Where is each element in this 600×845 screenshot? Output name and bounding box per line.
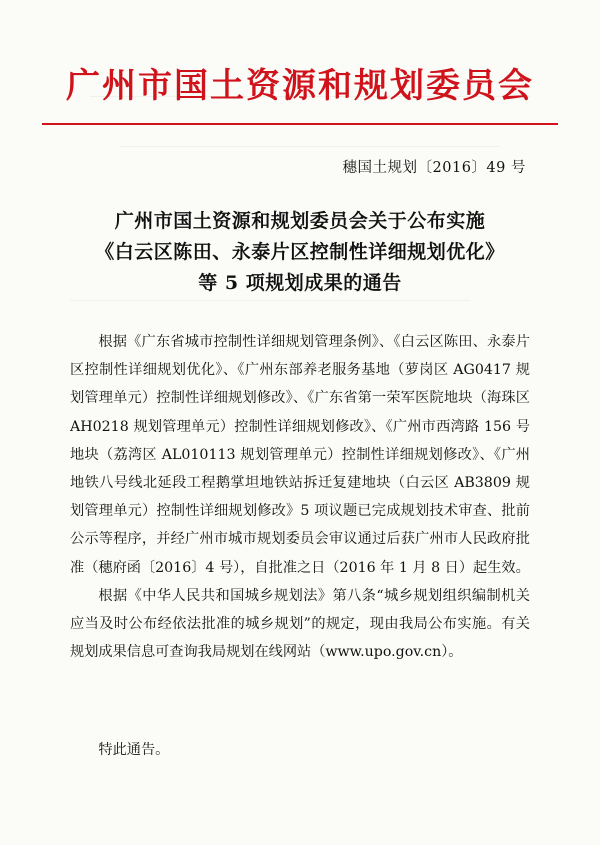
notice-title — [0, 206, 600, 299]
closing-text: 特此通告。 — [98, 742, 170, 758]
notice-title-line-2: 《白云区陈田、永泰片区控制性详细规划优化》 — [95, 241, 505, 263]
notice-closing — [70, 736, 530, 764]
notice-title-line-3: 等 5 项规划成果的通告 — [198, 272, 402, 294]
show-through-texture — [120, 146, 500, 147]
letterhead-red-rule — [42, 123, 558, 125]
show-through-texture — [70, 300, 470, 301]
letterhead-title: 广州市国土资源和规划委员会 — [66, 66, 534, 106]
document-number: 穗国土规划〔2016〕49 号 — [342, 160, 526, 176]
notice-body — [70, 328, 530, 666]
body-paragraph-2: 根据《中华人民共和国城乡规划法》第八条“城乡规划组织编制机关应当及时公布经依法批准的城乡规划”的规定，现由我局公布实施。有关规划成果信息可查询我局规划在线网站（www.upo.gov.cn）。 — [70, 587, 530, 661]
notice-title-line-1: 广州市国土资源和规划委员会关于公布实施 — [114, 210, 486, 232]
body-paragraph-1: 根据《广东省城市控制性详细规划管理条例》、《白云区陈田、永泰片区控制性详细规划优化》、《广州东部养老服务基地（萝岗区 AG0417 规划管理单元）控制性详细规划修改》、《广东省第一荣军医院地块（海珠区 AH0218 规划管理单元）控制性详细规划修改》、《广州市西湾路 156 号地块（荔湾区 AL010113 规划管理单元）控制性详细规划修改》、《广州地铁八号线北延段工程鹅掌坦地铁站拆迁复建地块（白云区 AB3809 规划管理单元）控制性详细规划修改》5 项议题已完成规划技术审查、批前公示等程序，并经广州市城市规划委员会审议通过后获广州市人民政府批准（穗府函〔2016〕4 号），自批准之日（2016 年 1 月 8 日）起生效。 — [70, 334, 530, 576]
